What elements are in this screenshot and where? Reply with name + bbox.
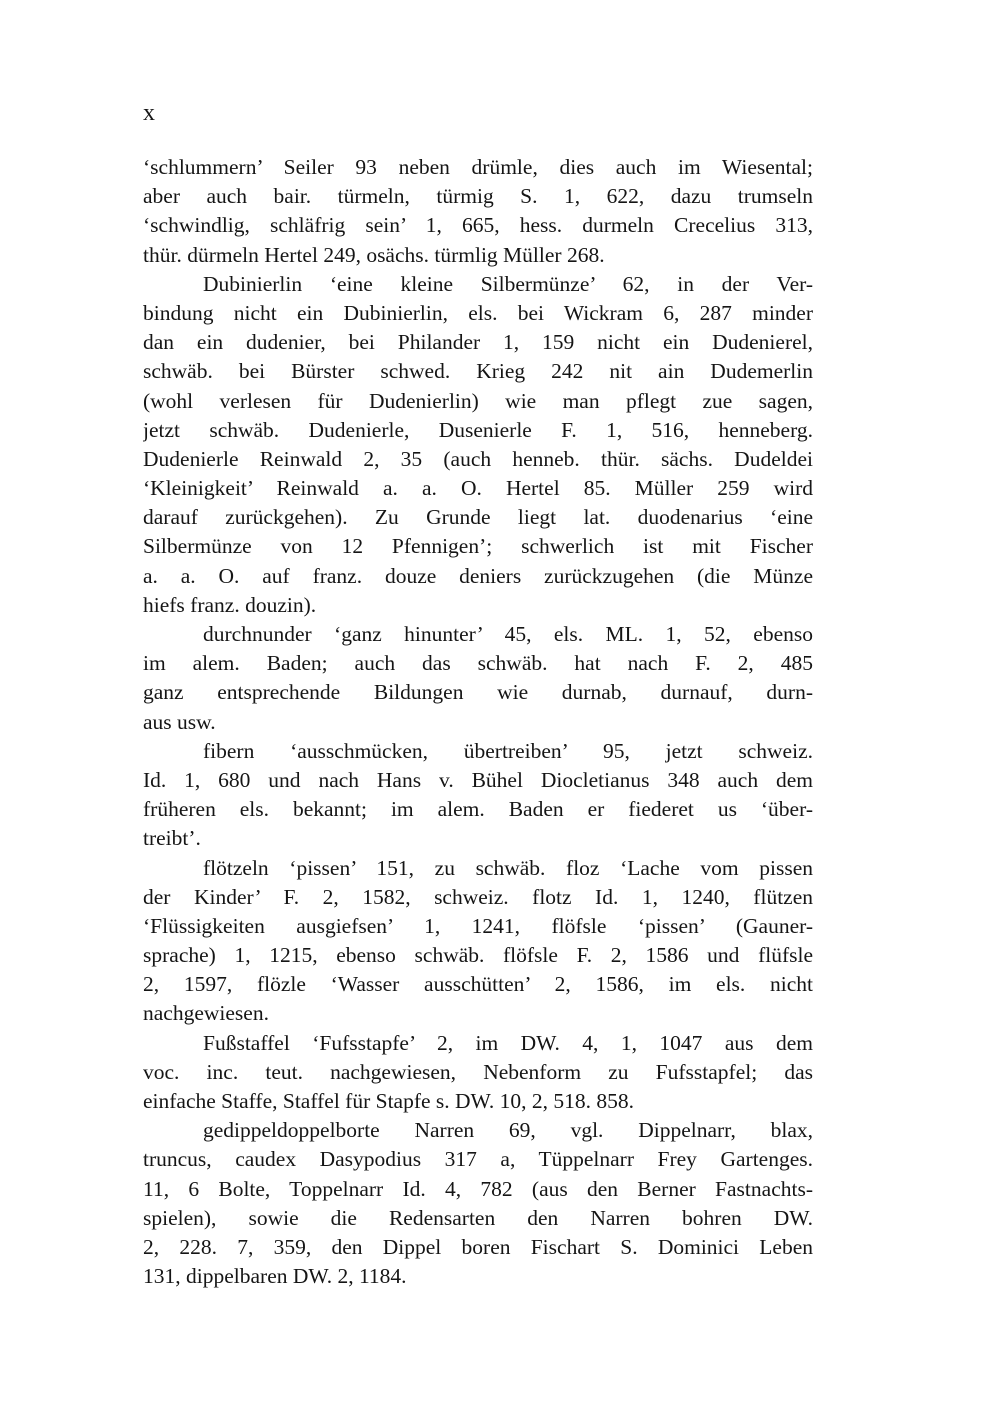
text-line: dan ein dudenier, bei Philander 1, 159 nicht ein Dudenierel, xyxy=(143,330,813,355)
text-line: der Kinder’ F. 2, 1582, schweiz. flotz Id. 1, 1240, flützen xyxy=(143,884,813,909)
text-line: fibern ‘ausschmücken, übertreiben’ 95, jetzt schweiz. xyxy=(203,738,813,763)
text-line: Silbermünze von 12 Pfennigen’; schwerlich ist mit Fischer xyxy=(143,534,813,559)
text-line: darauf zurückgehen). Zu Grunde liegt lat. duodenarius ‘eine xyxy=(143,505,813,530)
body-text xyxy=(143,153,813,1291)
text-line: ganz entsprechende Bildungen wie durnab, durnauf, durn- xyxy=(143,680,813,705)
text-line: treibt’. xyxy=(143,826,201,851)
text-line: Dudenierle Reinwald 2, 35 (auch henneb. thür. sächs. Dudeldei xyxy=(143,446,813,471)
text-line: aus usw. xyxy=(143,709,216,734)
text-line: (wohl verlesen für Dudenierlin) wie man pflegt zue sagen, xyxy=(143,388,813,413)
text-line: durchnunder ‘ganz hinunter’ 45, els. ML. 1, 52, ebenso xyxy=(203,622,813,646)
text-line: truncus, caudex Dasypodius 317 a, Tüppelnarr Frey Gartenges. xyxy=(143,1147,813,1172)
text-line: 131, dippelbaren DW. 2, 1184. xyxy=(143,1264,407,1289)
text-line: voc. inc. teut. nachgewiesen, Nebenform zu Fufsstapfel; das xyxy=(143,1059,813,1084)
text-line: 11, 6 Bolte, Toppelnarr Id. 4, 782 (aus den Berner Fastnachts- xyxy=(143,1176,813,1201)
text-line: einfache Staffe, Staffel für Stapfe s. DW. 10, 2, 518. 858. xyxy=(143,1089,635,1113)
page-number: x xyxy=(143,100,156,126)
text-line: gedippeldoppelborte Narren 69, vgl. Dippelnarr, blax, xyxy=(203,1118,813,1143)
text-line: jetzt schwäb. Dudenierle, Dusenierle F. 1, 516, henneberg. xyxy=(143,417,813,442)
text-line: ‘Kleinigkeit’ Reinwald a. a. O. Hertel 85. Müller 259 wird xyxy=(143,476,813,501)
text-line: flötzeln ‘pissen’ 151, zu schwäb. floz ‘Lache vom pissen xyxy=(203,855,813,880)
text-line: schwäb. bei Bürster schwed. Krieg 242 nit ain Dudemerlin xyxy=(143,359,813,384)
text-line: 2, 228. 7, 359, den Dippel boren Fischart S. Dominici Leben xyxy=(143,1234,813,1259)
text-line: ‘schlummern’ Seiler 93 neben drümle, dies auch im Wiesental; xyxy=(143,155,813,179)
text-line: bindung nicht ein Dubinierlin, els. bei Wickram 6, 287 minder xyxy=(143,300,813,325)
text-line: sprache) 1, 1215, ebenso schwäb. flöfsle F. 2, 1586 und flüfsle xyxy=(143,943,813,968)
text-line: ‘Flüssigkeiten ausgiefsen’ 1, 1241, flöfsle ‘pissen’ (Gauner- xyxy=(143,913,813,938)
text-line: thür. dürmeln Hertel 249, osächs. türmlig Müller 268. xyxy=(143,242,605,267)
text-line: aber auch bair. türmeln, türmig S. 1, 622, dazu trumseln xyxy=(143,184,813,209)
text-line: Fußstaffel ‘Fufsstapfe’ 2, im DW. 4, 1, 1047 aus dem xyxy=(203,1030,813,1055)
text-line: 2, 1597, flözle ‘Wasser ausschütten’ 2, 1586, im els. nicht xyxy=(143,972,813,997)
text-line: spielen), sowie die Redensarten den Narren bohren DW. xyxy=(143,1205,813,1230)
text-line: im alem. Baden; auch das schwäb. hat nach F. 2, 485 xyxy=(143,651,813,676)
text-line: Id. 1, 680 und nach Hans v. Bühel Diocletianus 348 auch dem xyxy=(143,767,813,792)
text-line: hiefs franz. douzin). xyxy=(143,592,317,617)
text-line: früheren els. bekannt; im alem. Baden er fiederet us ‘über- xyxy=(143,797,813,822)
text-line: Dubinierlin ‘eine kleine Silbermünze’ 62, in der Ver- xyxy=(203,271,813,296)
text-line: ‘schwindlig, schläfrig sein’ 1, 665, hess. durmeln Crecelius 313, xyxy=(143,213,813,238)
text-line: nachgewiesen. xyxy=(143,1001,269,1026)
text-line: a. a. O. auf franz. douze deniers zurückzugehen (die Münze xyxy=(143,563,813,588)
